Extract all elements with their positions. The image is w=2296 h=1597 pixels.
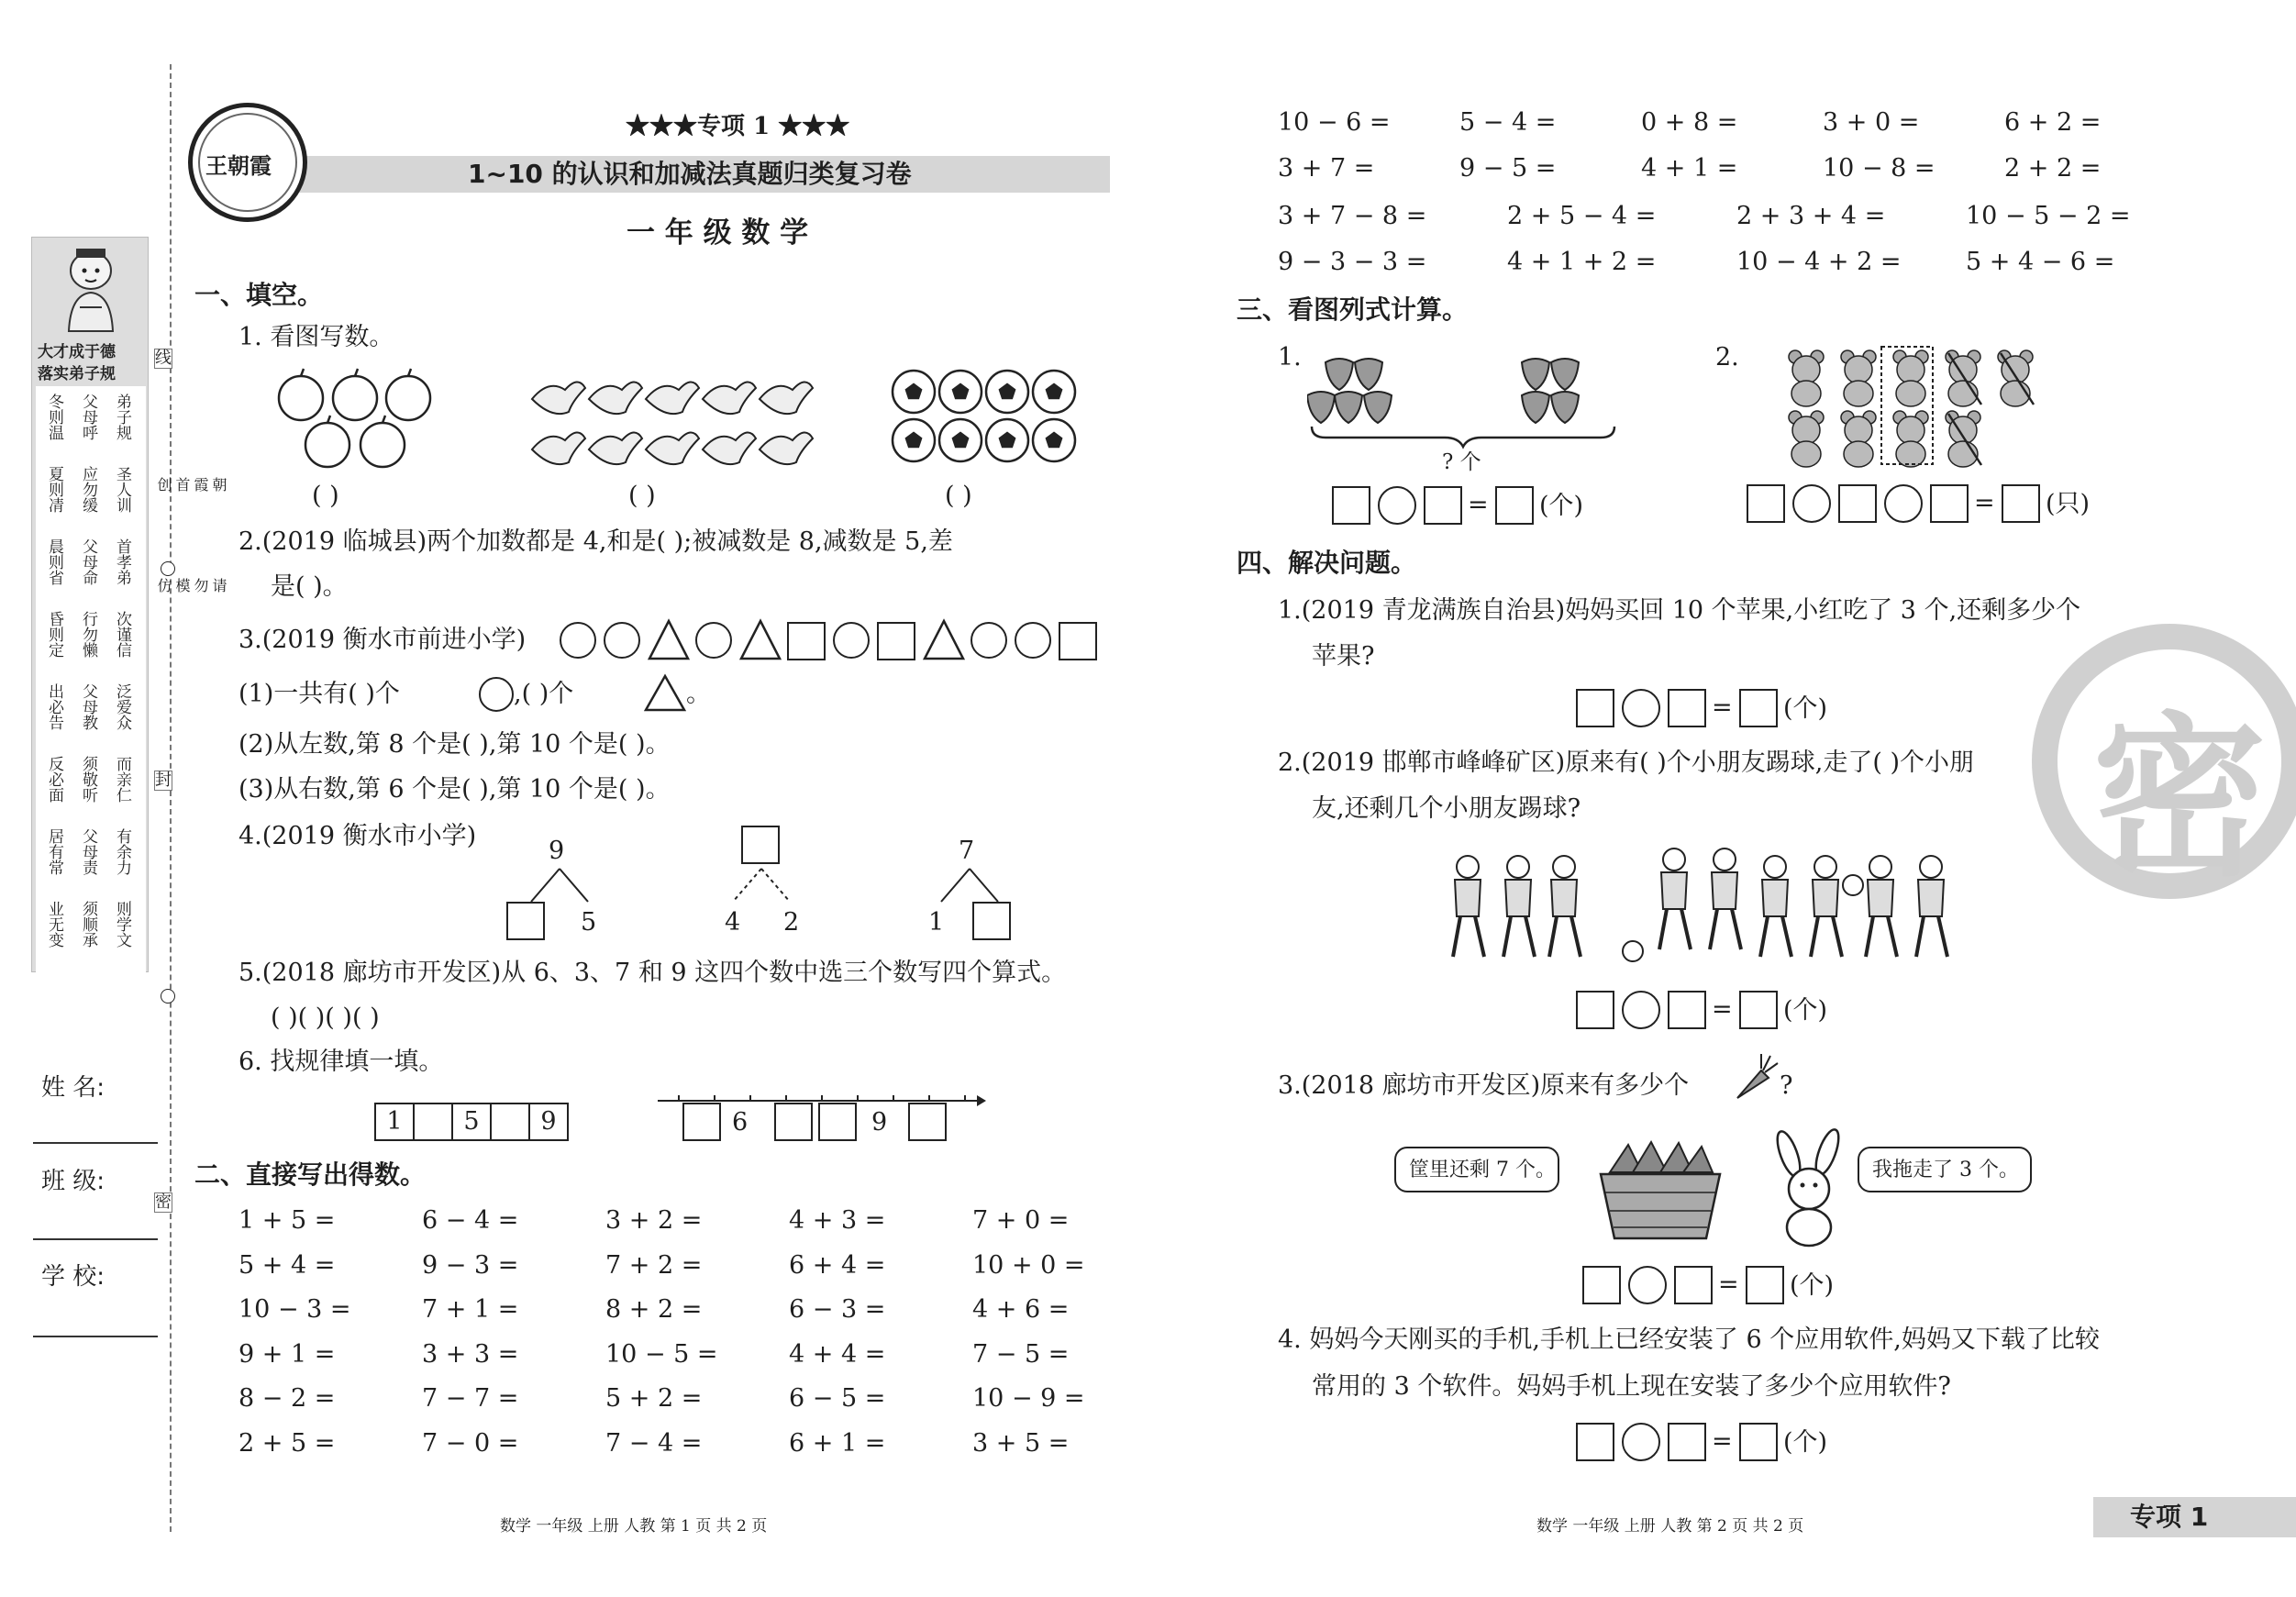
footer-left: 数学 一年级 上册 人教 第 1 页 共 2 页 <box>500 1517 768 1536</box>
p1-question: ? 个 <box>1442 450 1481 474</box>
birds-picture <box>514 367 816 477</box>
answer-box[interactable] <box>1747 484 1785 523</box>
calc-item[interactable]: 6 − 3 = <box>789 1295 886 1324</box>
poem-column: 首孝弟 <box>113 538 131 585</box>
poem-column: 业无变 <box>45 901 63 948</box>
calc-item[interactable]: 2 + 5 − 4 = <box>1507 202 1657 230</box>
s4-q3-line: 3.(2018 廊坊市开发区)原来有多少个 <box>1278 1071 1690 1100</box>
calc-item[interactable]: 2 + 5 = <box>238 1428 336 1458</box>
answer-box[interactable] <box>1582 1266 1621 1304</box>
name-label: 姓 名: <box>41 1074 105 1102</box>
q3-1c: 。 <box>686 680 711 708</box>
section3-title: 三、看图列式计算。 <box>1237 294 1469 325</box>
circle-shape <box>1015 622 1051 659</box>
answer-box[interactable] <box>1838 484 1877 523</box>
poem-column: 父母责 <box>79 828 97 875</box>
kids-picture <box>1449 839 1991 968</box>
tree2-branches <box>729 867 793 904</box>
calc-item[interactable]: 2 + 3 + 4 = <box>1736 202 1886 230</box>
calc-item[interactable]: 10 − 5 = <box>605 1339 718 1369</box>
strawberry <box>1307 392 1335 423</box>
q4-text: 4.(2019 衡水市小学) <box>238 822 477 850</box>
section4-title: 四、解决问题。 <box>1237 548 1417 578</box>
q1-blank-3[interactable]: ( ) <box>945 482 972 510</box>
strawberry <box>1522 392 1549 423</box>
sequence-blank[interactable] <box>413 1103 453 1141</box>
calc-item[interactable]: 7 + 2 = <box>605 1250 703 1280</box>
bear <box>1893 411 1928 467</box>
bird <box>532 432 585 464</box>
equals-sign: = <box>1712 995 1733 1024</box>
number-line-blank[interactable] <box>774 1103 813 1141</box>
bird <box>532 382 585 414</box>
answer-box[interactable] <box>1668 689 1706 727</box>
q3-shape-row <box>560 618 1110 660</box>
tree3-top: 7 <box>959 837 975 865</box>
operator-circle[interactable] <box>1622 689 1660 727</box>
poem-column: 父母呼 <box>79 394 97 440</box>
q3-1a: (1)一共有( )个 <box>238 680 400 708</box>
name-field[interactable] <box>33 1142 158 1144</box>
strawberries-picture <box>1307 344 1619 454</box>
soccer-ball <box>1843 875 1863 895</box>
calc-item[interactable]: 9 − 3 − 3 = <box>1278 248 1427 276</box>
poem-column: 出必告 <box>45 683 63 730</box>
s4-q2-line2: 友,还剩几个小朋友踢球? <box>1312 794 1581 823</box>
bear <box>1841 350 1876 406</box>
calc-item[interactable]: 10 − 6 = <box>1278 108 1391 137</box>
q1-blank-1[interactable]: ( ) <box>312 482 339 510</box>
poem-column: 晨则省 <box>45 538 63 585</box>
poem-column: 须敬听 <box>79 756 97 803</box>
q3-1-text <box>238 680 400 709</box>
calc-item[interactable]: 8 − 2 = <box>238 1384 336 1413</box>
equals-sign: = <box>1718 1270 1739 1299</box>
bird <box>760 432 813 464</box>
calc-item[interactable]: 7 + 1 = <box>422 1295 519 1324</box>
answer-box[interactable] <box>1332 486 1370 525</box>
tree1-top: 9 <box>549 837 565 865</box>
q3-2-text: (2)从左数,第 8 个是( ),第 10 个是( )。 <box>238 730 671 759</box>
circle-shape <box>604 622 640 659</box>
class-label: 班 级: <box>41 1168 105 1195</box>
poem-column: 行勿懒 <box>79 611 97 658</box>
sequence-cell: 9 <box>528 1103 569 1141</box>
tree1-branches <box>527 867 592 904</box>
footer-right: 数学 一年级 上册 人教 第 2 页 共 2 页 <box>1536 1517 1804 1536</box>
bear <box>1789 411 1824 467</box>
motto-1: 大才成于德 <box>38 343 116 361</box>
bird <box>589 432 642 464</box>
q2-text-2: 是( )。 <box>271 572 348 601</box>
calc-item[interactable]: 6 + 1 = <box>789 1428 886 1458</box>
poem-column: 圣人训 <box>113 466 131 513</box>
poem-column: 则学文 <box>113 901 131 948</box>
soccer-ball <box>1033 419 1075 461</box>
equals-sign: = <box>1712 693 1733 722</box>
q6-sequence <box>374 1103 569 1141</box>
poem-column: 次谨信 <box>113 611 131 658</box>
brand-logo <box>188 103 307 222</box>
bubble2-text: 我拖走了 3 个。 <box>1872 1159 2019 1181</box>
note-line: 线 <box>155 349 172 368</box>
unit-label: (个) <box>1790 1271 1835 1300</box>
calc-item[interactable]: 3 + 7 = <box>1278 154 1375 183</box>
bird <box>646 432 699 464</box>
bird <box>760 382 813 414</box>
tree2-left: 4 <box>725 908 741 937</box>
tree2-top-box[interactable] <box>741 826 780 864</box>
calc-item[interactable]: 7 − 4 = <box>605 1428 703 1458</box>
poem-column: 应勿缓 <box>79 466 97 513</box>
poem-column: 反必面 <box>45 756 63 803</box>
motto-2: 落实弟子规 <box>38 365 116 383</box>
answer-box[interactable] <box>1576 689 1614 727</box>
result-box[interactable] <box>1739 689 1778 727</box>
bear <box>1841 411 1876 467</box>
calc-item[interactable]: 9 − 5 = <box>1459 154 1557 183</box>
calc-item[interactable]: 1 + 5 = <box>238 1206 336 1235</box>
corner-tag-text: 专项 1 <box>2130 1502 2209 1532</box>
note-secret: 密 <box>155 1192 172 1212</box>
direct-calc-grid <box>238 1206 1156 1481</box>
child <box>1916 856 1947 957</box>
sidebar-dotted-line <box>170 64 172 1532</box>
number-line-value: 6 <box>732 1108 749 1137</box>
circle-shape <box>695 622 732 659</box>
note-seal: 封 <box>155 771 172 790</box>
operator-circle[interactable] <box>1378 486 1416 525</box>
sequence-cell: 1 <box>374 1103 415 1141</box>
child <box>1866 856 1897 957</box>
number-line-blank[interactable] <box>818 1103 857 1141</box>
calc-item[interactable]: 3 + 5 = <box>972 1428 1070 1458</box>
calc-item[interactable]: 4 + 1 = <box>1641 154 1738 183</box>
triangle-shape <box>644 673 686 712</box>
s4-q1-line1: 1.(2019 青龙满族自治县)妈妈买回 10 个苹果,小红吃了 3 个,还剩多少个 <box>1278 596 2081 625</box>
calc-grid-a <box>1278 108 2195 191</box>
calc-item[interactable]: 7 − 5 = <box>972 1339 1070 1369</box>
calc-grid-b <box>1278 202 2195 284</box>
equals-sign: = <box>1974 489 1995 517</box>
square-shape <box>1059 622 1097 660</box>
calc-item[interactable]: 3 + 3 = <box>422 1339 519 1369</box>
soccer-ball <box>1623 941 1643 961</box>
unit-label: (个) <box>1539 492 1584 520</box>
number-line-blank[interactable] <box>908 1103 947 1141</box>
rabbit-picture <box>1761 1128 1862 1248</box>
poem-column: 须顺承 <box>79 901 97 948</box>
note-chaoxia: 朝霞首创 <box>155 477 227 492</box>
basket-picture <box>1592 1137 1729 1243</box>
class-field[interactable] <box>33 1238 158 1240</box>
bears-picture <box>1775 344 2050 468</box>
equals-sign: = <box>1712 1427 1733 1456</box>
bubble1-text: 筐里还剩 7 个。 <box>1409 1159 1556 1181</box>
page-title: 1~10 的认识和加减法真题归类复习卷 <box>468 159 912 189</box>
calc-item[interactable]: 2 + 2 = <box>2004 154 2102 183</box>
operator-circle[interactable] <box>1622 1423 1660 1461</box>
triangle-shape <box>739 618 782 660</box>
strawberry <box>1335 392 1362 423</box>
badge-title: ★★★专项 1 ★★★ <box>626 113 850 140</box>
sidebar-motto-panel <box>31 237 149 972</box>
strawberry <box>1551 392 1579 423</box>
binding-hole <box>161 989 175 1004</box>
p1-number: 1. <box>1278 343 1302 372</box>
calc-item[interactable]: 6 − 4 = <box>422 1206 519 1235</box>
q1-blank-2[interactable]: ( ) <box>628 482 656 510</box>
answer-box[interactable] <box>1576 1423 1614 1461</box>
calc-item[interactable]: 6 + 4 = <box>789 1250 886 1280</box>
circle-shape <box>833 622 870 659</box>
circle-shape <box>971 622 1007 659</box>
result-box[interactable] <box>1495 486 1534 525</box>
poem-column: 泛爱众 <box>113 683 131 730</box>
poem-column: 昏则定 <box>45 611 63 658</box>
speech-bubble-rabbit <box>1858 1147 2032 1192</box>
calc-item[interactable]: 4 + 3 = <box>789 1206 886 1235</box>
logo-text: 王朝霞 <box>205 152 272 179</box>
calc-item[interactable]: 6 − 5 = <box>789 1384 886 1413</box>
sequence-blank[interactable] <box>490 1103 530 1141</box>
circle-shape <box>560 622 596 659</box>
soccer-ball <box>939 371 982 413</box>
calc-item[interactable]: 8 + 2 = <box>605 1295 703 1324</box>
answer-box[interactable] <box>1668 991 1706 1029</box>
sequence-cell: 5 <box>451 1103 492 1141</box>
answer-box[interactable] <box>1930 484 1969 523</box>
child <box>1503 856 1535 957</box>
tree1-left-box[interactable] <box>506 902 545 940</box>
number-line-value: 9 <box>871 1108 888 1137</box>
child <box>1710 848 1741 949</box>
bird <box>703 382 756 414</box>
triangle-shape <box>648 618 690 660</box>
bear <box>1789 350 1824 406</box>
s4-q4-line1: 4. 妈妈今天刚买的手机,手机上已经安装了 6 个应用软件,妈妈又下载了比较 <box>1278 1325 2100 1354</box>
poem-column: 居有常 <box>45 828 63 875</box>
child <box>1453 856 1484 957</box>
bear <box>1893 350 1928 406</box>
answer-box[interactable] <box>1674 1266 1713 1304</box>
calc-item[interactable]: 10 + 0 = <box>972 1250 1085 1280</box>
square-shape <box>877 622 915 660</box>
apples-picture <box>271 367 445 477</box>
operator-circle[interactable] <box>1622 991 1660 1029</box>
calc-item[interactable]: 0 + 8 = <box>1641 108 1738 137</box>
speech-bubble-basket <box>1394 1147 1559 1192</box>
balls-picture <box>890 367 1082 468</box>
operator-circle[interactable] <box>1884 484 1923 523</box>
poem-column: 而亲仁 <box>113 756 131 803</box>
calc-item[interactable]: 10 − 9 = <box>972 1384 1085 1413</box>
answer-box[interactable] <box>1668 1423 1706 1461</box>
strawberry <box>1551 359 1579 390</box>
answer-box[interactable] <box>1576 991 1614 1029</box>
q2-text-1: 2.(2019 临城县)两个加数都是 4,和是( );被减数是 8,减数是 5,差 <box>238 527 953 556</box>
strawberry <box>1325 359 1353 390</box>
calc-item[interactable]: 10 − 4 + 2 = <box>1736 248 1902 276</box>
calc-item[interactable]: 7 + 0 = <box>972 1206 1070 1235</box>
result-box[interactable] <box>1746 1266 1784 1304</box>
calc-item[interactable]: 3 + 0 = <box>1823 108 1920 137</box>
soccer-ball <box>893 419 935 461</box>
poem-column: 弟子规 <box>113 394 131 440</box>
strawberry <box>1522 359 1549 390</box>
child <box>1549 856 1581 957</box>
child <box>1760 856 1791 957</box>
q5-blanks[interactable]: ( )( )( )( ) <box>271 1004 380 1032</box>
s4-q3-mark: ? <box>1780 1071 1793 1100</box>
tree3-branches <box>937 867 1002 904</box>
calc-item[interactable]: 4 + 6 = <box>972 1295 1070 1324</box>
binding-hole <box>161 561 175 576</box>
poem-column: 冬则温 <box>45 394 63 440</box>
secret-stamp <box>2032 624 2296 899</box>
school-label: 学 校: <box>41 1263 105 1291</box>
strawberry <box>1364 392 1392 423</box>
calc-item[interactable]: 5 − 4 = <box>1459 108 1557 137</box>
scholar-illustration <box>52 243 129 335</box>
school-field[interactable] <box>33 1336 158 1337</box>
result-box[interactable] <box>1739 1423 1778 1461</box>
calc-item[interactable]: 4 + 1 + 2 = <box>1507 248 1657 276</box>
poem-column: 有余力 <box>113 828 131 875</box>
section1-title: 一、填空。 <box>194 280 324 310</box>
calc-item[interactable]: 5 + 4 − 6 = <box>1966 248 2115 276</box>
q3-text: 3.(2019 衡水市前进小学) <box>238 626 527 654</box>
stamp-text: 密 <box>2092 697 2268 900</box>
poem-column: 父母命 <box>79 538 97 585</box>
calc-item[interactable]: 4 + 4 = <box>789 1339 886 1369</box>
soccer-ball <box>986 419 1028 461</box>
circle-shape <box>479 677 514 712</box>
calc-item[interactable]: 7 − 0 = <box>422 1428 519 1458</box>
calc-item[interactable]: 10 − 3 = <box>238 1295 351 1324</box>
unit-label: (个) <box>1783 996 1828 1025</box>
operator-circle[interactable] <box>1792 484 1831 523</box>
child <box>1659 848 1691 949</box>
calc-item[interactable]: 3 + 7 − 8 = <box>1278 202 1427 230</box>
q3-1b: ,( )个 <box>514 680 574 708</box>
tree3-left: 1 <box>928 908 945 937</box>
soccer-ball <box>939 419 982 461</box>
bird <box>589 382 642 414</box>
calc-item[interactable]: 9 + 1 = <box>238 1339 336 1369</box>
tree3-right-box[interactable] <box>972 902 1011 940</box>
strawberry <box>1355 359 1382 390</box>
poem-column: 父母教 <box>79 683 97 730</box>
q1-text: 1. 看图写数。 <box>238 323 394 351</box>
square-shape <box>787 622 826 660</box>
result-box[interactable] <box>2002 484 2040 523</box>
unit-label: (只) <box>2046 490 2091 518</box>
s4-q4-line2: 常用的 3 个软件。妈妈手机上现在安装了多少个应用软件? <box>1312 1372 1951 1401</box>
page-subtitle: 一 年 级 数 学 <box>627 216 809 250</box>
q3-3-text: (3)从右数,第 6 个是( ),第 10 个是( )。 <box>238 775 671 804</box>
soccer-ball <box>1033 371 1075 413</box>
poem-block <box>36 386 146 973</box>
note-noimit: 请勿模仿 <box>155 578 227 593</box>
triangle-shape <box>923 618 965 660</box>
answer-box[interactable] <box>1424 486 1462 525</box>
s4-q1-line2: 苹果? <box>1312 642 1375 671</box>
child <box>1811 856 1842 957</box>
calc-item[interactable]: 10 − 8 = <box>1823 154 1936 183</box>
soccer-ball <box>986 371 1028 413</box>
soccer-ball <box>893 371 935 413</box>
equals-sign: = <box>1468 491 1489 519</box>
number-line-items <box>679 1103 982 1143</box>
unit-label: (个) <box>1783 1428 1828 1457</box>
carrot-icon <box>1725 1050 1780 1105</box>
p2-number: 2. <box>1715 343 1739 372</box>
calc-item[interactable]: 5 + 2 = <box>605 1384 703 1413</box>
s4-q2-line1: 2.(2019 邯郸市峰峰矿区)原来有( )个小朋友踢球,走了( )个小朋 <box>1278 749 1975 777</box>
calc-item[interactable]: 6 + 2 = <box>2004 108 2102 137</box>
calc-item[interactable]: 10 − 5 − 2 = <box>1966 202 2131 230</box>
corner-tag <box>2093 1497 2296 1537</box>
q6-text: 6. 找规律填一填。 <box>238 1048 444 1076</box>
section2-title: 二、直接写出得数。 <box>194 1159 427 1190</box>
poem-column: 夏则凊 <box>45 466 63 513</box>
q5-text: 5.(2018 廊坊市开发区)从 6、3、7 和 9 这四个数中选三个数写四个算式。 <box>238 959 1067 987</box>
bird <box>703 432 756 464</box>
calc-item[interactable]: 7 − 7 = <box>422 1384 519 1413</box>
result-box[interactable] <box>1739 991 1778 1029</box>
operator-circle[interactable] <box>1628 1266 1667 1304</box>
calc-item[interactable]: 9 − 3 = <box>422 1250 519 1280</box>
tree1-right: 5 <box>581 908 597 937</box>
tree2-right: 2 <box>783 908 800 937</box>
number-line-blank[interactable] <box>682 1103 721 1141</box>
bird <box>646 382 699 414</box>
calc-item[interactable]: 3 + 2 = <box>605 1206 703 1235</box>
unit-label: (个) <box>1783 694 1828 723</box>
calc-item[interactable]: 5 + 4 = <box>238 1250 336 1280</box>
